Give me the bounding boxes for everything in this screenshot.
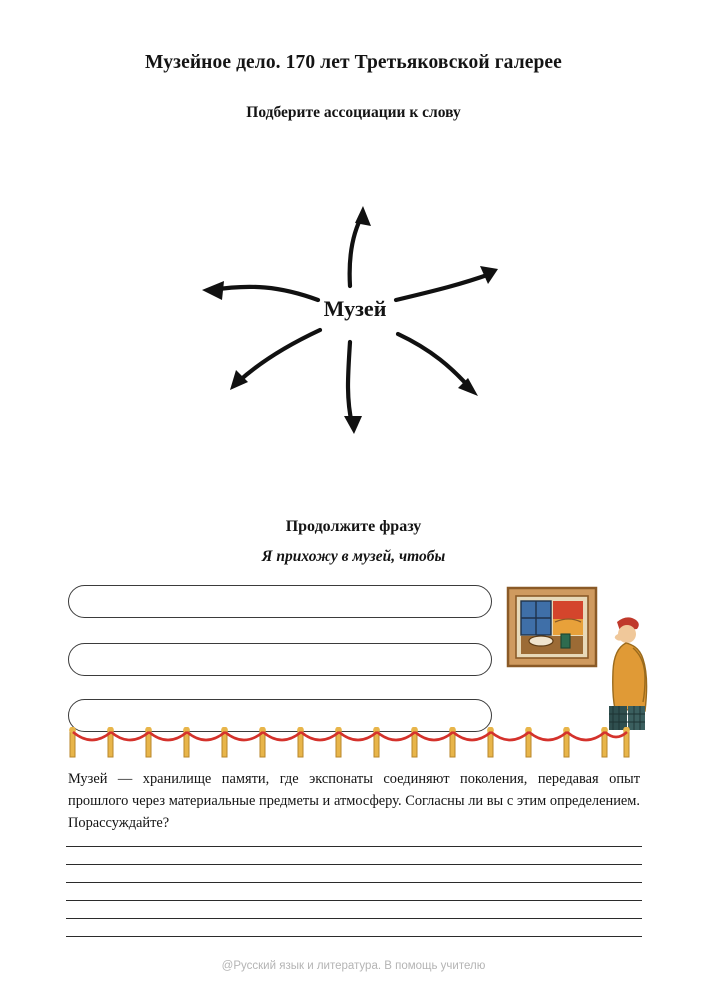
answer-field-2[interactable] [68, 643, 492, 676]
writing-lines [66, 846, 642, 954]
museum-illustration [505, 578, 665, 738]
answer-field-1[interactable] [68, 585, 492, 618]
continue-phrase-heading: Продолжите фразу [285, 518, 422, 535]
writing-line[interactable] [66, 846, 642, 847]
museum-visitor [609, 617, 647, 730]
footer-credit: @Русский язык и литература. В помощь учителю [221, 960, 486, 972]
writing-line[interactable] [66, 882, 642, 883]
associations-instruction: Подберите ассоциации к слову [246, 104, 461, 121]
cluster-center-word: Музей [323, 296, 387, 321]
writing-line[interactable] [66, 918, 642, 919]
arrow-down-right-path [398, 334, 470, 388]
page-title: Музейное дело. 170 лет Третьяковской галерее [145, 52, 562, 73]
arrow-down-path [348, 342, 352, 424]
arrow-down-left-path [238, 330, 320, 382]
writing-line[interactable] [66, 864, 642, 865]
writing-line[interactable] [66, 900, 642, 901]
arrow-up-path [350, 214, 363, 286]
arrowhead-up [355, 206, 371, 226]
cluster-diagram [150, 190, 560, 460]
continue-phrase-prompt: Я прихожу в музей, чтобы [261, 548, 446, 565]
writing-line[interactable] [66, 936, 642, 937]
illustration-svg [505, 578, 665, 738]
discussion-paragraph: Музей — хранилище памяти, где экспонаты соединяют поколения, передавая опыт прошлого через материальные предметы и атмосферу. Согласны ли вы с этим определением. Порассуждайте? [68, 771, 640, 831]
arrowhead-down [344, 416, 362, 434]
framed-painting [508, 588, 596, 666]
cluster-arrows-svg [150, 190, 560, 460]
rope-barrier [64, 727, 634, 761]
rope-barrier-svg [64, 727, 634, 761]
